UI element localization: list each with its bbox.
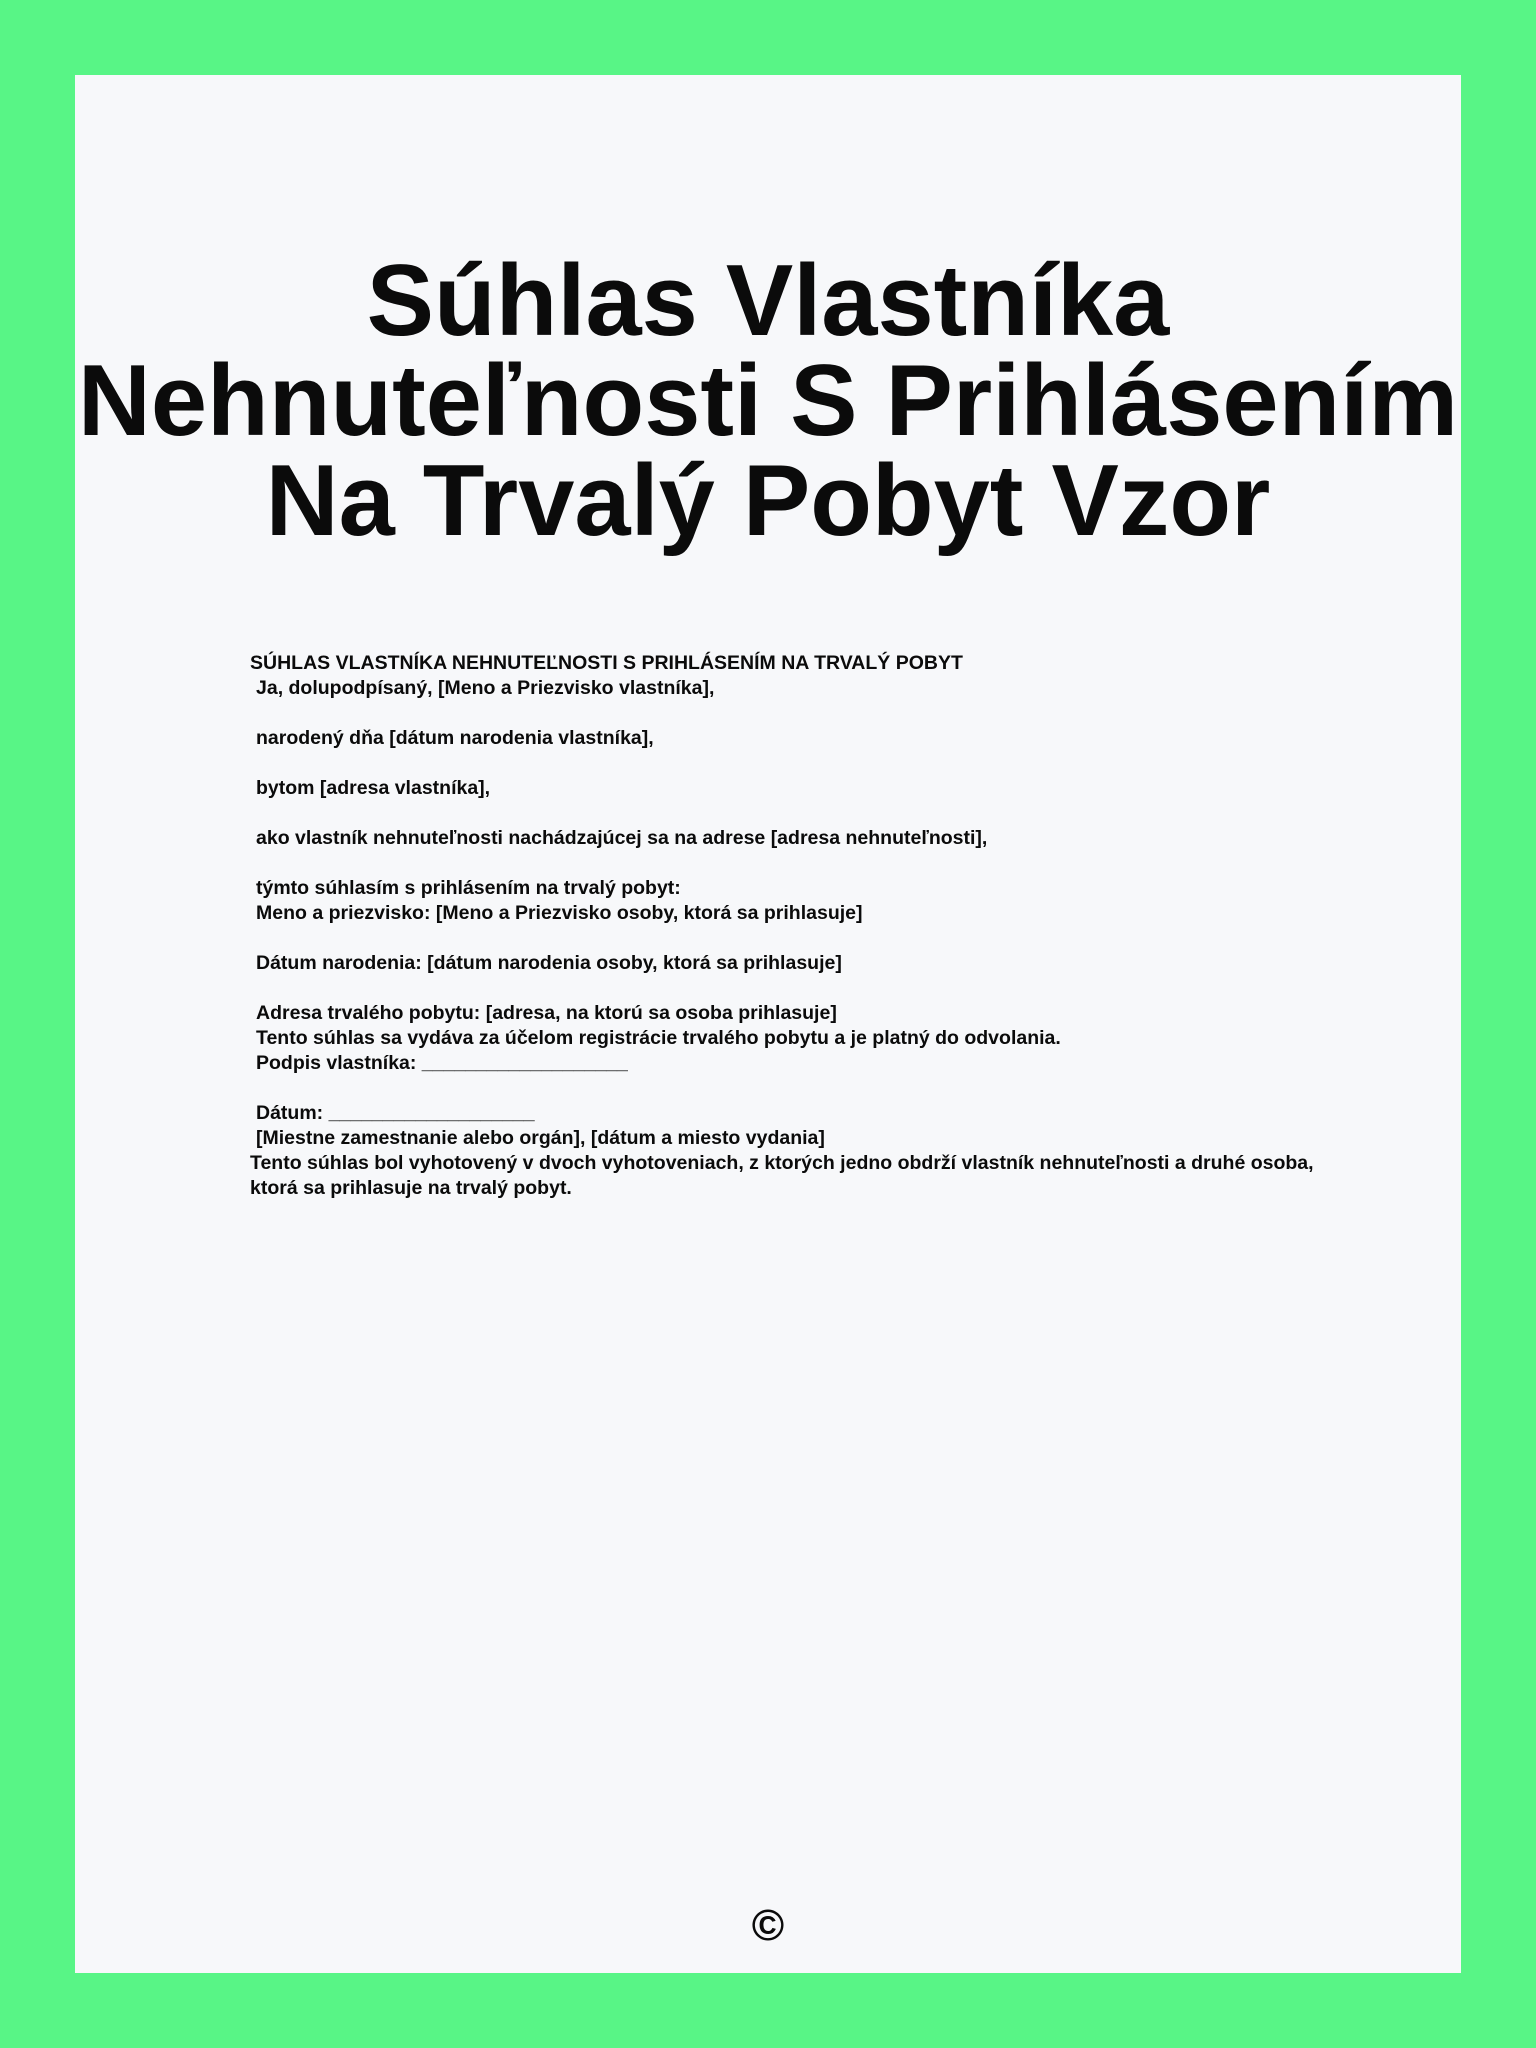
title-line-1: Súhlas Vlastníka <box>366 245 1170 357</box>
purpose-line: Tento súhlas sa vydáva za účelom registrácie trvalého pobytu a je platný do odvolania. <box>256 1027 1061 1049</box>
person-address-line: Adresa trvalého pobytu: [adresa, na ktorú sa osoba prihlasuje] <box>256 1002 837 1024</box>
person-birth-line: Dátum narodenia: [dátum narodenia osoby, ktorá sa prihlasuje] <box>256 952 842 974</box>
document-page <box>75 75 1461 1973</box>
date-line: Dátum: ___________________ <box>256 1102 535 1124</box>
document-body <box>250 651 1350 1201</box>
copyright-icon: © <box>751 1901 785 1950</box>
owner-address-line: bytom [adresa vlastníka], <box>256 777 491 799</box>
document-heading: SÚHLAS VLASTNÍKA NEHNUTEĽNOSTI S PRIHLÁSENÍM NA TRVALÝ POBYT <box>250 652 963 674</box>
issuer-line: [Miestne zamestnanie alebo orgán], [dátum a miesto vydania] <box>256 1127 825 1149</box>
owner-signature-line: Podpis vlastníka: ___________________ <box>256 1052 628 1074</box>
owner-name-line: Ja, dolupodpísaný, [Meno a Priezvisko vlastníka], <box>256 677 715 699</box>
copies-paragraph: Tento súhlas bol vyhotovený v dvoch vyhotoveniach, z ktorých jedno obdrží vlastník nehnuteľnosti a druhé osoba, ktorá sa prihlasuje na trvalý pobyt. <box>250 1152 1314 1199</box>
title-line-3: Na Trvalý Pobyt Vzor <box>265 445 1271 557</box>
person-name-line: Meno a priezvisko: [Meno a Priezvisko osoby, ktorá sa prihlasuje] <box>256 902 863 924</box>
title-line-2: Nehnuteľnosti S Prihlásením <box>77 345 1459 457</box>
consent-line: týmto súhlasím s prihlásením na trvalý pobyt: <box>256 877 681 899</box>
page-title <box>75 245 1461 557</box>
owner-birth-line: narodený dňa [dátum narodenia vlastníka], <box>256 727 654 749</box>
property-address-line: ako vlastník nehnuteľnosti nachádzajúcej sa na adrese [adresa nehnuteľnosti], <box>256 827 988 849</box>
